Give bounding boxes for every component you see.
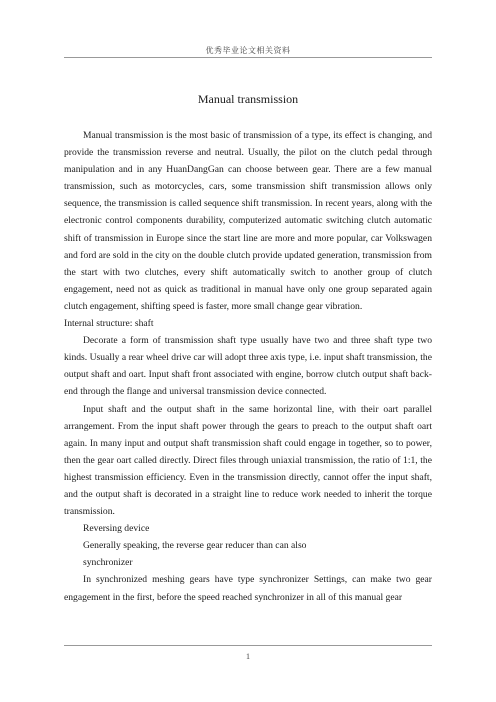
footer-rule (64, 645, 432, 646)
document-title: Manual transmission (197, 92, 299, 106)
header-rule (64, 57, 432, 58)
document-body (64, 127, 432, 606)
section-heading-internal-structure: Internal structure: shaft (64, 318, 154, 330)
paragraph-shaft-form: Decorate a form of transmission shaft type usually have two and three shaft type two kinds. Usually a rear wheel drive car will adopt three axis type, i.e. input shaft transmission, the output shaft and oart. Input shaft front associated with engine, borrow clutch output shaft back-end through the flange and universal transmission device connected. (64, 335, 432, 398)
section-heading-synchronizer: synchronizer (83, 557, 133, 569)
section-heading-reversing-device: Reversing device (83, 523, 150, 535)
page-number: 1 (246, 652, 250, 661)
paragraph-intro: Manual transmission is the most basic of transmission of a type, its effect is changing, and provide the transmission reverse and neutral. Usually, the pilot on the clutch pedal through manipulation and in any HuanDangGan can choose between gear. There are a few manual transmission, such as motorcycles, cars, some transmission shift transmission allows only sequence, the transmission is called sequence shift transmission. In recent years, along with the electronic control components durability, computerized automatic switching clutch automatic shift of transmission in Europe since the start line are more and more popular, car Volkswagen and ford are sold in the city on the double clutch provide updated generation, transmission from the start with two clutches, every shift automatically switch to another group of clutch engagement, need not as quick as traditional in manual have only one group separated again clutch engagement, shifting speed is faster, more small change gear vibration. (64, 130, 432, 312)
paragraph-reverse-gear: Generally speaking, the reverse gear reducer than can also (83, 540, 307, 552)
paragraph-synchronizer: In synchronized meshing gears have type synchronizer Settings, can make two gear engagement in the first, before the speed reached synchronizer in all of this manual gear (64, 574, 432, 603)
page-header: 优秀毕业论文相关资料 (205, 46, 291, 55)
paragraph-input-output-shaft: Input shaft and the output shaft in the same horizontal line, with their oart parallel arrangement. From the input shaft power through the gears to preach to the output shaft oart again. In many input and output shaft transmission shaft could engage in together, so to power, then the gear oart called directly. Direct files through uniaxial transmission, the ratio of 1:1, the highest transmission efficiency. Even in the transmission directly, cannot offer the input shaft, and the output shaft is decorated in a straight line to reduce work needed to inherit the torque transmission. (64, 403, 432, 518)
